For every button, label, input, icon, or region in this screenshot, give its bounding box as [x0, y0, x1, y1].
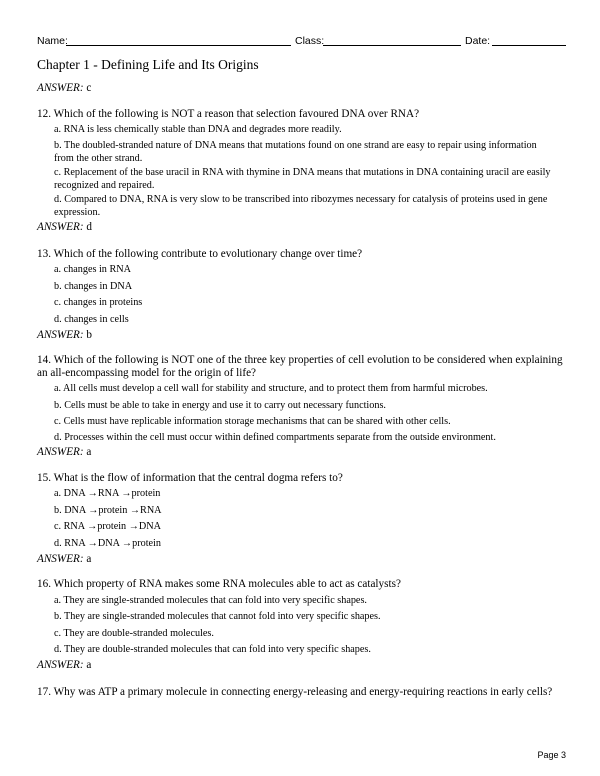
question-stem: 17. Why was ATP a primary molecule in connecting energy-releasing and energy-requiring reactions in early cells?: [37, 686, 553, 698]
question-16: [37, 578, 567, 591]
class-label: Class:: [295, 35, 325, 47]
answer-line: [37, 329, 92, 341]
option-d: d. They are double-stranded molecules that can fold into very specific shapes.: [54, 644, 371, 655]
question-15: [37, 472, 567, 485]
option-b: b. The doubled-stranded nature of DNA means that mutations found on one strand are easy to repair using information from the other strand.: [54, 140, 537, 164]
answer-value: d: [86, 221, 92, 233]
class-blank-line: [323, 45, 461, 46]
answer-label: ANSWER:: [37, 553, 84, 565]
answer-line: [37, 221, 92, 233]
option-a: a. DNA →RNA →protein: [54, 488, 161, 499]
answer-line: [37, 553, 91, 565]
page-number: Page 3: [537, 750, 566, 760]
question-stem: 13. Which of the following contribute to evolutionary change over time?: [37, 248, 363, 260]
question-stem: 16. Which property of RNA makes some RNA molecules able to act as catalysts?: [37, 578, 401, 590]
option-d: d. Processes within the cell must occur within defined compartments separate from the outside environment.: [54, 432, 496, 443]
option-a: a. All cells must develop a cell wall for stability and structure, and to protect them from harmful microbes.: [54, 383, 488, 394]
option-d: d. changes in cells: [54, 314, 129, 325]
option-a: a. They are single-stranded molecules that can fold into very specific shapes.: [54, 595, 367, 606]
option-d: d. Compared to DNA, RNA is very slow to be transcribed into ribozymes necessary for catalysis of proteins used in gene expression.: [54, 194, 548, 218]
question-stem: 12. Which of the following is NOT a reason that selection favoured DNA over RNA?: [37, 108, 420, 120]
answer-label: ANSWER:: [37, 82, 84, 94]
option-c: c. Cells must have replicable information storage mechanisms that can be shared with other cells.: [54, 416, 451, 427]
answer-value: a: [86, 659, 92, 671]
name-blank-line: [66, 45, 291, 46]
date-label: Date:: [465, 35, 491, 47]
question-stem: 14. Which of the following is NOT one of the three key properties of cell evolution to be considered when explaining an all-encompassing model for the origin of life?: [37, 354, 563, 380]
question-stem: 15. What is the flow of information that the central dogma refers to?: [37, 472, 343, 484]
option-c: c. RNA →protein →DNA: [54, 521, 161, 532]
option-b: b. DNA →protein →RNA: [54, 505, 162, 516]
header-fields: [37, 35, 567, 49]
option-b: b. changes in DNA: [54, 281, 133, 292]
answer-label: ANSWER:: [37, 659, 84, 671]
answer-label: ANSWER:: [37, 221, 84, 233]
question-17: [37, 686, 567, 699]
option-b: b. They are single-stranded molecules that cannot fold into very specific shapes.: [54, 611, 381, 622]
answer-label: ANSWER:: [37, 329, 84, 341]
name-label: Name:: [37, 35, 68, 47]
answer-value: c: [86, 82, 92, 94]
option-c: c. Replacement of the base uracil in RNA with thymine in DNA means that mutations in DNA containing uracil are easily recognized and repaired.: [54, 167, 551, 191]
option-a: a. RNA is less chemically stable than DNA and degrades more readily.: [54, 124, 342, 135]
answer-line: [37, 659, 91, 671]
chapter-title: Chapter 1 - Defining Life and Its Origins: [37, 57, 259, 72]
question-12: [37, 108, 567, 121]
option-a: a. changes in RNA: [54, 264, 131, 275]
option-b: b. Cells must be able to take in energy and use it to carry out necessary functions.: [54, 400, 386, 411]
answer-value: a: [86, 446, 92, 458]
answer-value: b: [86, 329, 92, 341]
answer-line: [37, 446, 91, 458]
answer-line: [37, 82, 91, 94]
option-d: d. RNA →DNA →protein: [54, 538, 161, 549]
date-blank-line: [492, 45, 566, 46]
question-13: [37, 248, 567, 261]
question-14: [37, 354, 567, 380]
answer-value: a: [86, 553, 92, 565]
option-c: c. changes in proteins: [54, 297, 143, 308]
option-c: c. They are double-stranded molecules.: [54, 628, 214, 639]
answer-label: ANSWER:: [37, 446, 84, 458]
